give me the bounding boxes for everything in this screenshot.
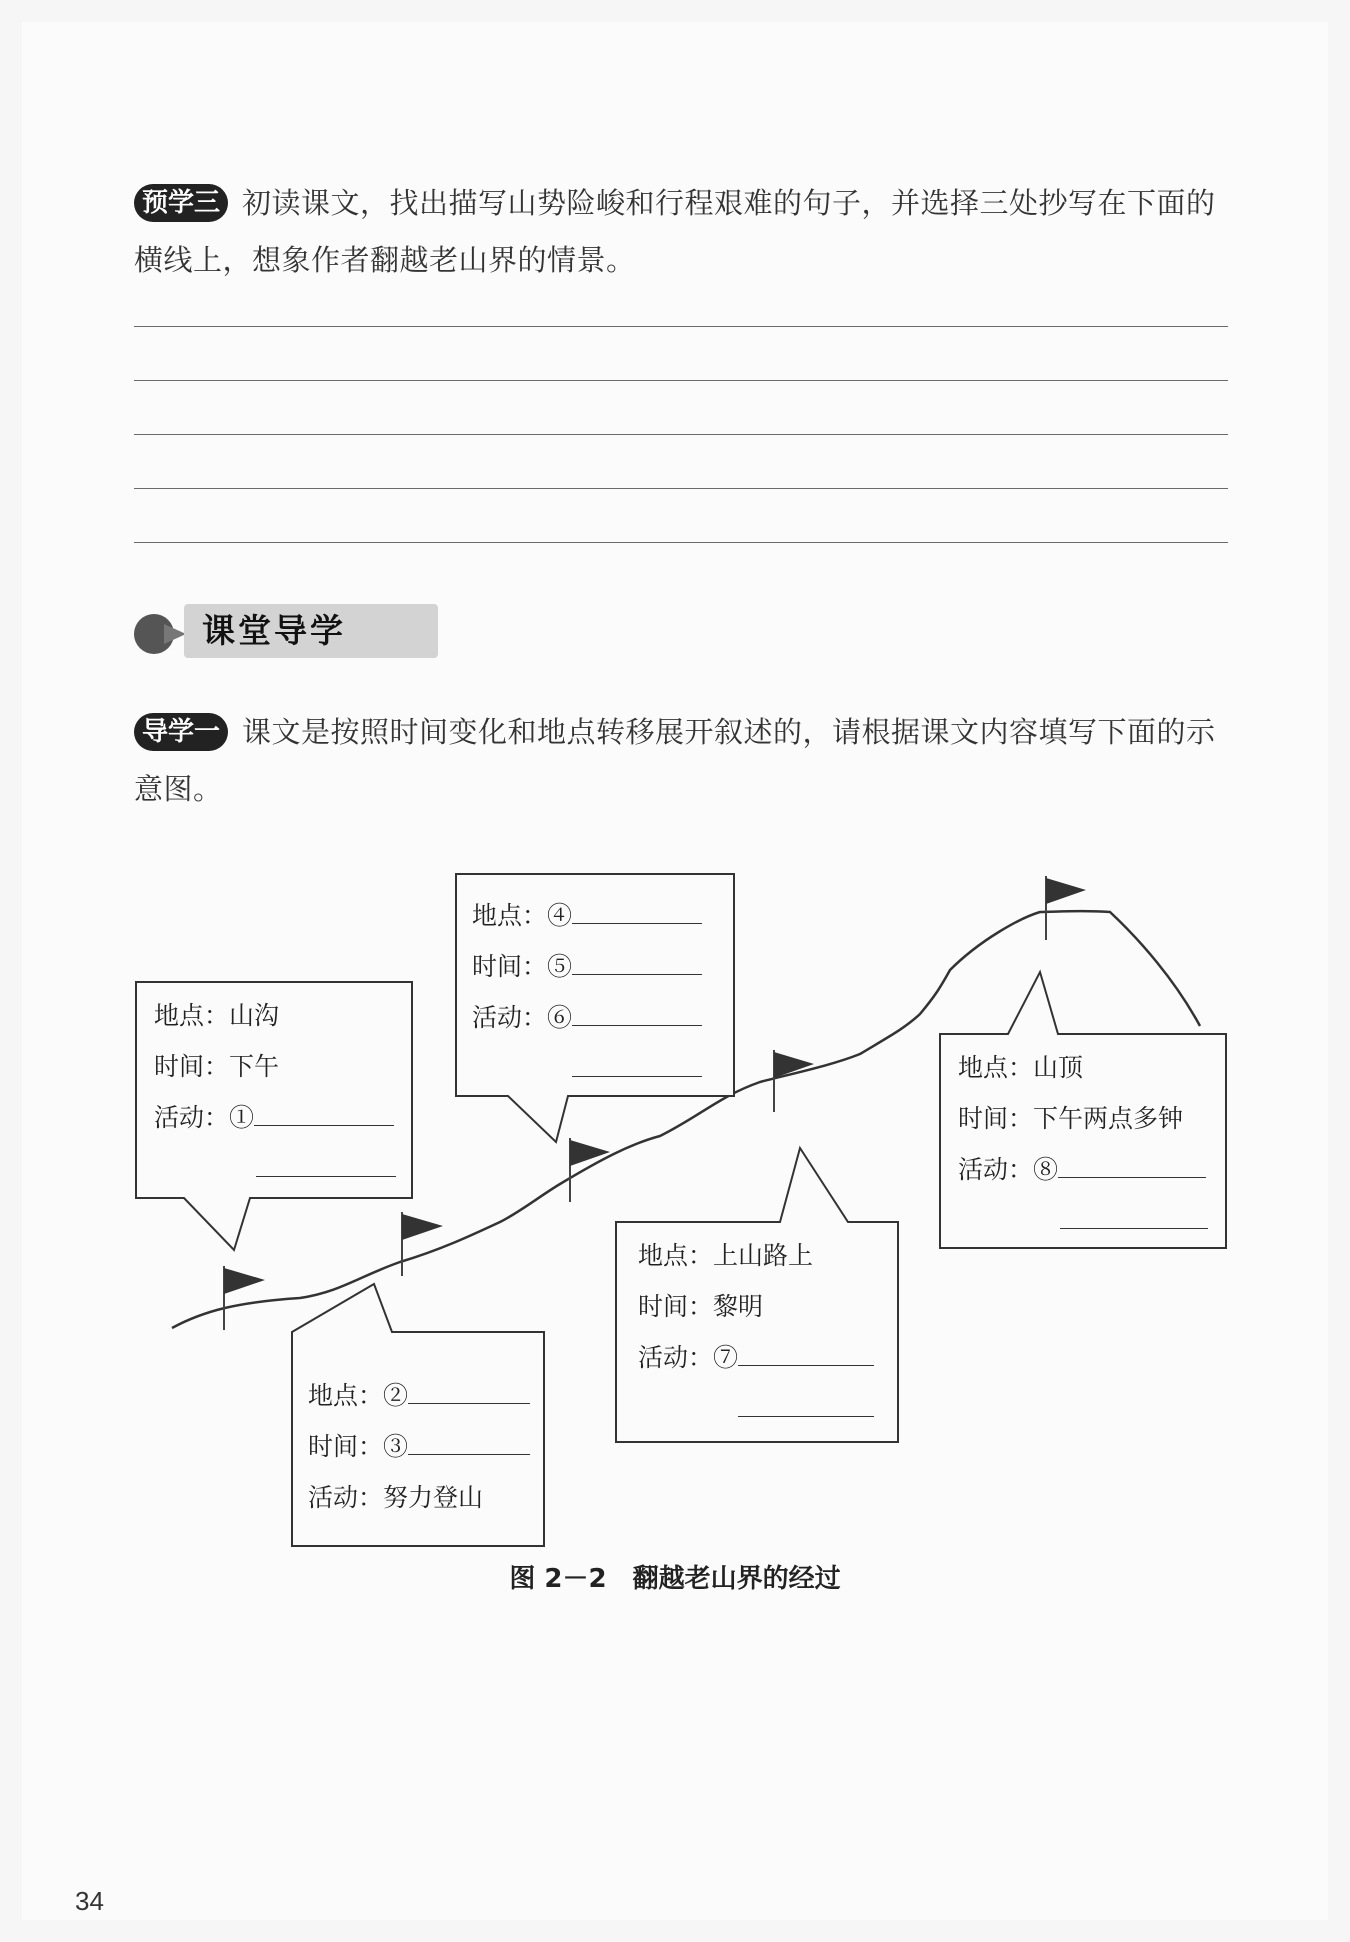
box-1-text <box>154 990 396 1194</box>
place-value: 山沟 <box>229 1001 280 1030</box>
fill-blank[interactable] <box>738 1390 874 1417</box>
place-label: 地点： <box>308 1381 384 1410</box>
daoxue1-badge: 导学一 <box>134 713 228 751</box>
fill-blank[interactable] <box>572 999 702 1026</box>
activity-label: 活动： <box>958 1155 1034 1184</box>
fill-blank[interactable] <box>738 1339 874 1366</box>
flag-icon <box>402 1212 443 1276</box>
fill-blank[interactable] <box>256 1150 396 1177</box>
fill-blank[interactable] <box>572 948 702 975</box>
place-value: ④ <box>547 901 573 930</box>
fill-blank[interactable] <box>408 1377 530 1404</box>
flag-icon <box>774 1050 814 1112</box>
activity-label: 活动： <box>638 1343 714 1372</box>
time-label: 时间： <box>472 952 548 981</box>
flag-icon <box>1046 876 1086 940</box>
activity-label: 活动： <box>154 1103 230 1132</box>
place-value: 上山路上 <box>713 1241 814 1270</box>
activity-value: ⑧ <box>1033 1155 1059 1184</box>
place-label: 地点： <box>958 1053 1034 1082</box>
yuxue3-badge: 预学三 <box>134 184 228 222</box>
place-value: 山顶 <box>1033 1053 1084 1082</box>
figure-number: 图 2－2 <box>509 1564 607 1594</box>
fill-blank[interactable] <box>1060 1202 1208 1229</box>
figure-title: 翻越老山界的经过 <box>632 1564 841 1594</box>
box-2-text <box>308 1370 530 1523</box>
page-number: 34 <box>75 1886 104 1916</box>
daoxue1-text: 课文是按照时间变化和地点转移展开叙述的，请根据课文内容填写下面的示意图。 <box>134 715 1216 806</box>
activity-label: 活动： <box>472 1003 548 1032</box>
time-label: 时间： <box>958 1104 1034 1133</box>
fill-blank[interactable] <box>572 1050 702 1077</box>
fill-blank[interactable] <box>408 1428 530 1455</box>
time-label: 时间： <box>638 1292 714 1321</box>
section-title: 课堂导学 <box>184 604 438 658</box>
activity-value: ① <box>229 1103 255 1132</box>
figure-caption <box>0 1558 1350 1595</box>
box-3-text <box>472 890 702 1094</box>
time-value: 下午两点多钟 <box>1033 1104 1184 1133</box>
box-5-text <box>958 1042 1208 1246</box>
place-label: 地点： <box>472 901 548 930</box>
fill-blank[interactable] <box>572 897 702 924</box>
time-value: 下午 <box>229 1052 280 1081</box>
box-4-text <box>638 1230 874 1434</box>
place-value: ② <box>383 1381 409 1410</box>
place-label: 地点： <box>154 1001 230 1030</box>
activity-value: ⑥ <box>547 1003 573 1032</box>
time-label: 时间： <box>154 1052 230 1081</box>
place-label: 地点： <box>638 1241 714 1270</box>
fill-blank[interactable] <box>1058 1151 1206 1178</box>
fill-blank[interactable] <box>254 1099 394 1126</box>
time-value: 黎明 <box>713 1292 764 1321</box>
activity-value: 努力登山 <box>383 1483 484 1512</box>
time-label: 时间： <box>308 1432 384 1461</box>
flag-icon <box>224 1266 265 1330</box>
yuxue3-text: 初读课文，找出描写山势险峻和行程艰难的句子，并选择三处抄写在下面的横线上，想象作者翻越老山界的情景。 <box>134 186 1216 277</box>
activity-value: ⑦ <box>713 1343 739 1372</box>
time-value: ⑤ <box>547 952 573 981</box>
time-value: ③ <box>383 1432 409 1461</box>
activity-label: 活动： <box>308 1483 384 1512</box>
flag-icon <box>570 1138 610 1202</box>
